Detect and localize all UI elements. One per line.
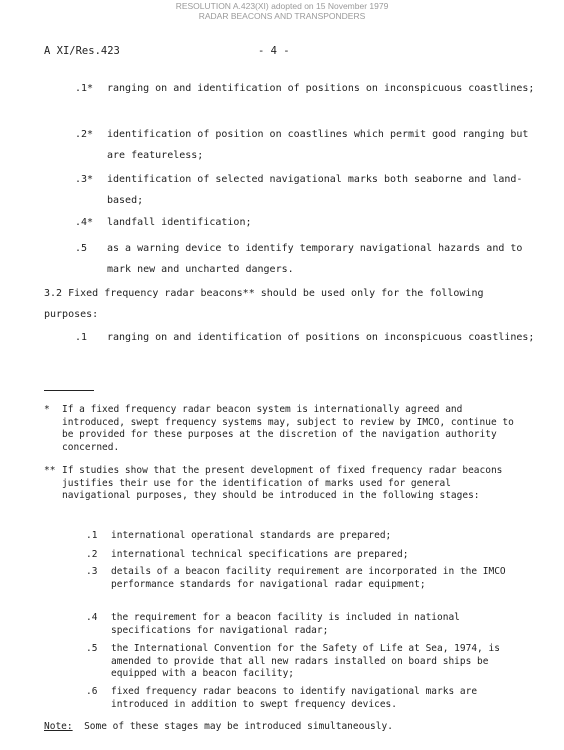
item-number: .2* [75,129,94,140]
stage-text: the International Convention for the Safety of Life at Sea, 1974, is amended to provide that all new radars installed on board ships be equipped with a beacon facility; [111,643,500,679]
stage-text: international operational standards are prepared; [111,530,392,541]
stage-number: .5 [86,643,98,654]
note-text: Some of these stages may be introduced simultaneously. [84,721,393,732]
header-line-2: RADAR BEACONS AND TRANSPONDERS [198,11,366,21]
stage-item [86,549,516,562]
item-number: .1 [75,332,88,343]
stage-number: .1 [86,530,98,541]
stage-text: international technical specifications are prepared; [111,549,409,560]
note [44,721,393,734]
footnote-separator [44,390,94,391]
stage-item [86,612,516,637]
footnote-single-asterisk [44,404,514,454]
item-text: as a warning device to identify temporary navigational hazards and to mark new and uncharted dangers. [107,243,523,275]
section-3-2: 3.2 Fixed frequency radar beacons** should be used only for the following purposes: [44,288,484,320]
list-item [75,327,535,348]
item-number: .3* [75,174,94,185]
list-item [75,212,535,233]
item-number: .5 [75,243,88,254]
footnote-text: If studies show that the present development of fixed frequency radar beacons justifies their use for the identification of marks used for general navigational purposes, they should be introduced in the following stages: [62,465,503,501]
stage-item [86,566,516,591]
footnote-text: If a fixed frequency radar beacon system is internationally agreed and introduced, swept frequency systems may, subject to review by IMCO, continue to be provided for these purposes at the discretion of the navigation authority concerned. [62,404,514,453]
item-text: identification of selected navigational marks both seaborne and land-based; [107,174,523,206]
stage-item [86,643,516,681]
footnote-mark: * [44,404,50,415]
list-item [75,169,535,211]
item-number: .4* [75,217,94,228]
header-line-1: RESOLUTION A.423(XI) adopted on 15 November 1979 [175,1,389,11]
stage-text: details of a beacon facility requirement are incorporated in the IMCO performance standards for navigational radar equipment; [111,566,506,590]
stage-text: fixed frequency radar beacons to identify navigational marks are introduced in addition to swept frequency devices. [111,686,478,710]
stage-item [86,686,516,711]
stage-number: .2 [86,549,98,560]
list-item [75,124,535,166]
footnote-mark: ** [44,465,56,476]
stage-number: .6 [86,686,98,697]
document-reference: A XI/Res.423 [44,45,120,57]
list-item [75,238,535,280]
note-label: Note: [44,721,73,732]
page-number: - 4 - [258,45,290,57]
running-header [0,1,564,21]
footnote-double-asterisk [44,465,514,503]
stage-text: the requirement for a beacon facility is included in national specifications for navigational radar; [111,612,460,636]
item-number: .1* [75,83,94,94]
item-text: ranging on and identification of positions on inconspicuous coastlines; [107,83,535,94]
stage-number: .3 [86,566,98,577]
stage-number: .4 [86,612,98,623]
list-item [75,78,535,99]
stage-item [86,530,516,543]
item-text: landfall identification; [107,217,252,228]
item-text: ranging on and identification of positions on inconspicuous coastlines; [107,332,535,343]
item-text: identification of position on coastlines which permit good ranging but are featureless; [107,129,529,161]
